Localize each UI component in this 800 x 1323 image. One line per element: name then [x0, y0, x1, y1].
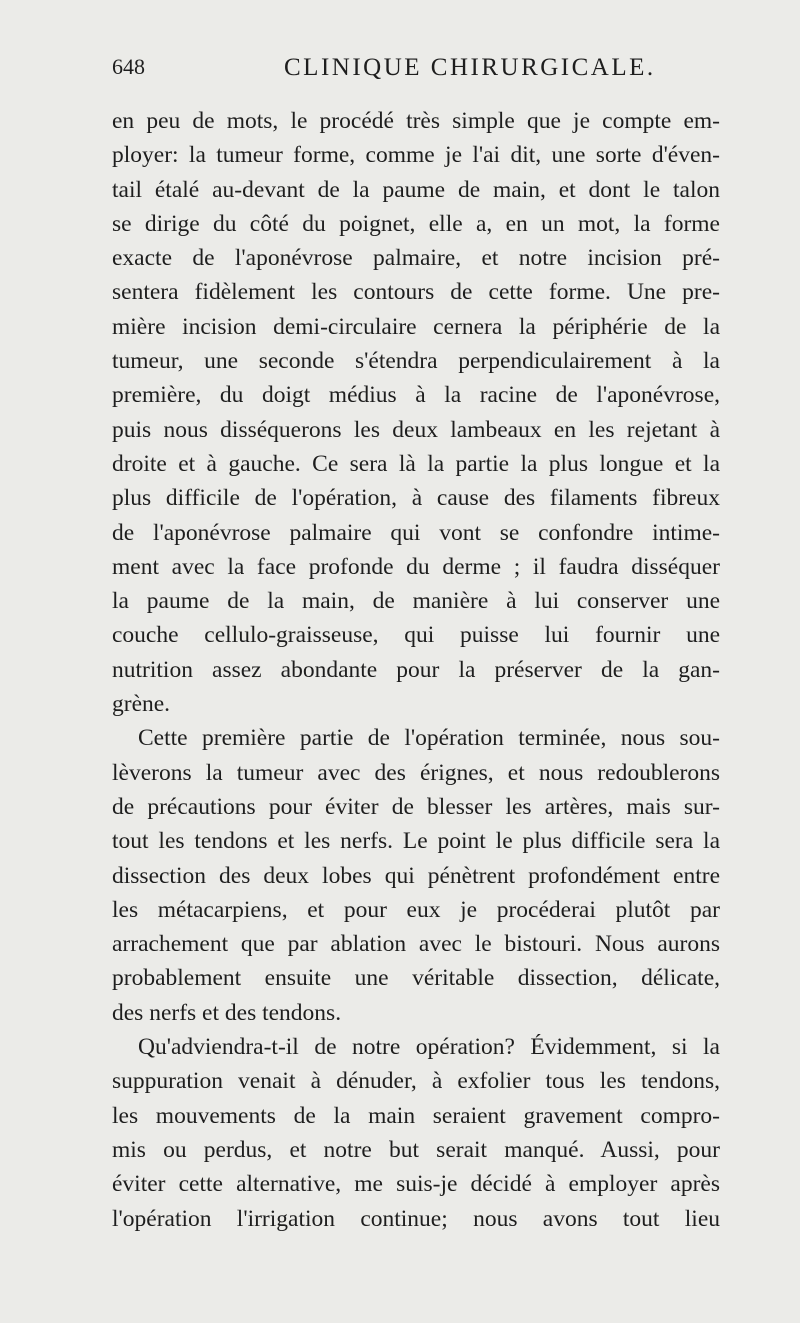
text-line: droite et à gauche. Ce sera là la partie la plus longue et la — [112, 450, 720, 477]
text-line: la paume de la main, de manière à lui conserver une — [112, 588, 720, 615]
text-line: tumeur, une seconde s'étendra perpendiculairement à la — [112, 348, 720, 375]
text-line: ment avec la face profonde du derme ; il faudra disséquer — [112, 553, 720, 580]
text-line: Qu'adviendra-t-il de notre opération? Évidemment, si la — [138, 1034, 720, 1061]
text-line: de l'aponévrose palmaire qui vont se confondre intime- — [112, 519, 720, 546]
text-line: plus difficile de l'opération, à cause des filaments fibreux — [112, 485, 720, 512]
page-number: 648 — [112, 54, 145, 79]
text-line: tail étalé au-devant de la paume de main, et dont le talon — [112, 176, 720, 203]
text-line: couche cellulo-graisseuse, qui puisse lui fournir une — [112, 622, 720, 649]
text-line: mis ou perdus, et notre but serait manqué. Aussi, pour — [112, 1136, 720, 1163]
text-line: dissection des deux lobes qui pénètrent profondément entre — [112, 862, 720, 889]
text-line: tout les tendons et les nerfs. Le point le plus difficile sera la — [112, 828, 720, 855]
text-line: l'opération l'irrigation continue; nous avons tout lieu — [112, 1205, 720, 1232]
text-line: grène. — [112, 691, 171, 718]
text-line: Cette première partie de l'opération terminée, nous sou- — [138, 725, 720, 752]
text-line: probablement ensuite une véritable dissection, délicate, — [112, 965, 720, 992]
text-line: exacte de l'aponévrose palmaire, et notre incision pré- — [112, 245, 720, 272]
text-line: les mouvements de la main seraient gravement compro- — [112, 1102, 720, 1129]
text-line: sentera fidèlement les contours de cette forme. Une pre- — [112, 279, 720, 306]
text-line: ployer: la tumeur forme, comme je l'ai dit, une sorte d'éven- — [112, 142, 720, 169]
text-line: nutrition assez abondante pour la préserver de la gan- — [112, 656, 720, 683]
text-line: éviter cette alternative, me suis-je décidé à employer après — [112, 1171, 720, 1198]
text-line: les métacarpiens, et pour eux je procéderai plutôt par — [112, 896, 720, 923]
text-line: de précautions pour éviter de blesser les artères, mais sur- — [112, 793, 720, 820]
running-title: CLINIQUE CHIRURGICALE. — [284, 54, 656, 81]
text-line: lèverons la tumeur avec des érignes, et nous redoublerons — [112, 759, 720, 786]
text-line: première, du doigt médius à la racine de l'aponévrose, — [112, 382, 720, 409]
text-line: mière incision demi-circulaire cernera la périphérie de la — [112, 313, 720, 340]
text-line: en peu de mots, le procédé très simple que je compte em- — [112, 108, 720, 134]
text-line: des nerfs et des tendons. — [112, 999, 342, 1026]
text-line: arrachement que par ablation avec le bistouri. Nous aurons — [112, 931, 720, 958]
page-header — [112, 54, 718, 90]
text-line: se dirige du côté du poignet, elle a, en un mot, la forme — [112, 210, 720, 237]
body-text — [112, 104, 720, 1236]
text-line: suppuration venait à dénuder, à exfolier tous les tendons, — [112, 1068, 720, 1095]
text-line: puis nous disséquerons les deux lambeaux en les rejetant à — [112, 416, 720, 443]
